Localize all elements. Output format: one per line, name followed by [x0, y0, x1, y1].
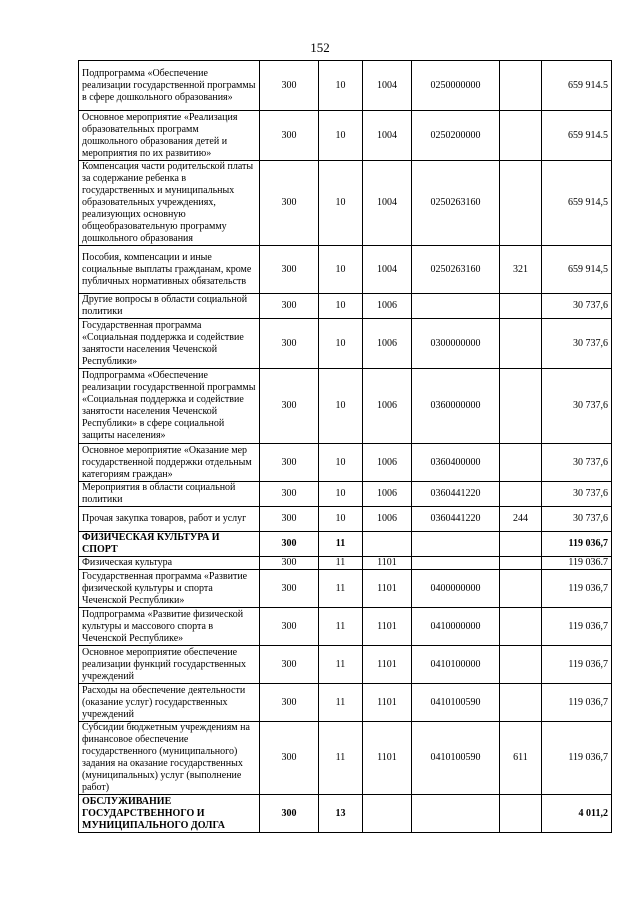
row-amount-cell: 4 011,2: [542, 795, 612, 833]
row-expense-type-cell: [500, 444, 542, 482]
row-target-item-cell: 0360000000: [412, 369, 500, 444]
row-ved-cell: 300: [260, 319, 319, 369]
row-subsection-cell: [363, 795, 412, 833]
row-subsection-cell: 1006: [363, 482, 412, 507]
row-expense-type-cell: [500, 111, 542, 161]
row-section-cell: 10: [319, 246, 363, 294]
row-section-cell: 11: [319, 570, 363, 608]
row-expense-type-cell: [500, 319, 542, 369]
row-ved-cell: 300: [260, 161, 319, 246]
row-target-item-cell: 0250000000: [412, 61, 500, 111]
row-target-item-cell: 0360441220: [412, 482, 500, 507]
row-amount-cell: 30 737,6: [542, 294, 612, 319]
table-row: [79, 532, 612, 557]
row-subsection-cell: 1006: [363, 507, 412, 532]
row-expense-type-cell: [500, 61, 542, 111]
row-ved-cell: 300: [260, 722, 319, 795]
row-amount-cell: 659 914.5: [542, 111, 612, 161]
row-section-cell: 11: [319, 684, 363, 722]
row-target-item-cell: 0250263160: [412, 161, 500, 246]
row-subsection-cell: 1006: [363, 294, 412, 319]
row-amount-cell: 119 036,7: [542, 570, 612, 608]
table-row: [79, 161, 612, 246]
row-expense-type-cell: [500, 646, 542, 684]
row-subsection-cell: 1006: [363, 319, 412, 369]
row-amount-cell: 30 737,6: [542, 507, 612, 532]
row-ved-cell: 300: [260, 608, 319, 646]
row-subsection-cell: 1101: [363, 570, 412, 608]
row-target-item-cell: [412, 294, 500, 319]
row-amount-cell: 659 914,5: [542, 161, 612, 246]
row-expense-type-cell: [500, 294, 542, 319]
row-section-cell: 10: [319, 161, 363, 246]
table-row: [79, 795, 612, 833]
row-target-item-cell: [412, 795, 500, 833]
row-name-cell: Физическая культура: [79, 557, 260, 570]
row-target-item-cell: 0300000000: [412, 319, 500, 369]
table-row: [79, 61, 612, 111]
row-target-item-cell: 0360400000: [412, 444, 500, 482]
row-section-cell: 10: [319, 444, 363, 482]
row-name-cell: Основное мероприятие обеспечение реализации функций государственных учреждений: [79, 646, 260, 684]
row-ved-cell: 300: [260, 795, 319, 833]
row-subsection-cell: 1006: [363, 369, 412, 444]
row-ved-cell: 300: [260, 570, 319, 608]
row-section-cell: 10: [319, 482, 363, 507]
row-name-cell: Государственная программа «Социальная поддержка и содействие занятости населения Чеченской Республики»: [79, 319, 260, 369]
row-amount-cell: 30 737,6: [542, 444, 612, 482]
row-expense-type-cell: [500, 684, 542, 722]
row-target-item-cell: 0410000000: [412, 608, 500, 646]
row-name-cell: Мероприятия в области социальной политики: [79, 482, 260, 507]
table-row: [79, 319, 612, 369]
row-section-cell: 10: [319, 507, 363, 532]
row-amount-cell: 119 036,7: [542, 608, 612, 646]
row-target-item-cell: [412, 557, 500, 570]
row-ved-cell: 300: [260, 507, 319, 532]
table-row: [79, 684, 612, 722]
table-row: [79, 444, 612, 482]
row-amount-cell: 659 914.5: [542, 61, 612, 111]
row-ved-cell: 300: [260, 111, 319, 161]
row-section-cell: 13: [319, 795, 363, 833]
row-subsection-cell: 1004: [363, 246, 412, 294]
row-amount-cell: 119 036.7: [542, 557, 612, 570]
row-expense-type-cell: 321: [500, 246, 542, 294]
table-row: [79, 294, 612, 319]
row-ved-cell: 300: [260, 369, 319, 444]
row-expense-type-cell: [500, 795, 542, 833]
row-amount-cell: 30 737,6: [542, 369, 612, 444]
row-expense-type-cell: 611: [500, 722, 542, 795]
row-name-cell: Подпрограмма «Обеспечение реализации государственной программы «Социальная поддержка и содействие занятости населения Чеченской Республики» в сфере социальной защиты населения»: [79, 369, 260, 444]
row-section-cell: 11: [319, 532, 363, 557]
row-subsection-cell: 1004: [363, 161, 412, 246]
row-subsection-cell: 1004: [363, 61, 412, 111]
row-name-cell: Субсидии бюджетным учреждениям на финансовое обеспечение государственного (муниципального) задания на оказание государственных (муниципальных) услуг (выполнение работ): [79, 722, 260, 795]
row-expense-type-cell: [500, 608, 542, 646]
row-section-cell: 10: [319, 319, 363, 369]
row-section-cell: 11: [319, 608, 363, 646]
row-expense-type-cell: [500, 482, 542, 507]
row-target-item-cell: 0400000000: [412, 570, 500, 608]
row-section-cell: 10: [319, 61, 363, 111]
row-amount-cell: 30 737,6: [542, 319, 612, 369]
row-target-item-cell: 0250263160: [412, 246, 500, 294]
row-expense-type-cell: 244: [500, 507, 542, 532]
row-name-cell: Расходы на обеспечение деятельности (оказание услуг) государственных учреждений: [79, 684, 260, 722]
row-ved-cell: 300: [260, 482, 319, 507]
row-subsection-cell: 1101: [363, 722, 412, 795]
row-name-cell: Подпрограмма «Развитие физической культуры и массового спорта в Чеченской Республике»: [79, 608, 260, 646]
row-amount-cell: 119 036,7: [542, 646, 612, 684]
table-row: [79, 722, 612, 795]
row-name-cell: Пособия, компенсации и иные социальные выплаты гражданам, кроме публичных нормативных обязательств: [79, 246, 260, 294]
table-row: [79, 246, 612, 294]
row-subsection-cell: 1101: [363, 608, 412, 646]
row-amount-cell: 659 914,5: [542, 246, 612, 294]
page-number: 152: [310, 40, 330, 55]
row-name-cell: ФИЗИЧЕСКАЯ КУЛЬТУРА И СПОРТ: [79, 532, 260, 557]
row-subsection-cell: 1101: [363, 646, 412, 684]
row-target-item-cell: 0410100000: [412, 646, 500, 684]
budget-table-body: [79, 61, 612, 833]
row-section-cell: 11: [319, 722, 363, 795]
table-row: [79, 507, 612, 532]
row-name-cell: Прочая закупка товаров, работ и услуг: [79, 507, 260, 532]
row-name-cell: Подпрограмма «Обеспечение реализации государственной программы в сфере дошкольного образования»: [79, 61, 260, 111]
row-subsection-cell: 1101: [363, 557, 412, 570]
row-ved-cell: 300: [260, 294, 319, 319]
row-target-item-cell: 0360441220: [412, 507, 500, 532]
row-name-cell: Компенсация части родительской платы за содержание ребенка в государственных и муниципальных образовательных учреждениях, реализующих основную общеобразовательную программу дошкольного образования: [79, 161, 260, 246]
row-section-cell: 10: [319, 294, 363, 319]
row-expense-type-cell: [500, 570, 542, 608]
row-name-cell: ОБСЛУЖИВАНИЕ ГОСУДАРСТВЕННОГО И МУНИЦИПАЛЬНОГО ДОЛГА: [79, 795, 260, 833]
table-row: [79, 608, 612, 646]
row-amount-cell: 119 036,7: [542, 684, 612, 722]
row-subsection-cell: 1101: [363, 684, 412, 722]
row-amount-cell: 119 036,7: [542, 722, 612, 795]
row-subsection-cell: 1004: [363, 111, 412, 161]
table-row: [79, 570, 612, 608]
row-target-item-cell: 0250200000: [412, 111, 500, 161]
row-expense-type-cell: [500, 532, 542, 557]
row-ved-cell: 300: [260, 246, 319, 294]
row-name-cell: Основное мероприятие «Оказание мер государственной поддержки отдельным категориям граждан»: [79, 444, 260, 482]
row-expense-type-cell: [500, 369, 542, 444]
row-section-cell: 11: [319, 557, 363, 570]
row-ved-cell: 300: [260, 557, 319, 570]
row-ved-cell: 300: [260, 444, 319, 482]
row-ved-cell: 300: [260, 61, 319, 111]
table-row: [79, 369, 612, 444]
row-subsection-cell: 1006: [363, 444, 412, 482]
row-ved-cell: 300: [260, 646, 319, 684]
row-section-cell: 11: [319, 646, 363, 684]
row-expense-type-cell: [500, 557, 542, 570]
row-target-item-cell: 0410100590: [412, 684, 500, 722]
table-row: [79, 557, 612, 570]
row-expense-type-cell: [500, 161, 542, 246]
row-ved-cell: 300: [260, 532, 319, 557]
row-amount-cell: 119 036,7: [542, 532, 612, 557]
row-section-cell: 10: [319, 111, 363, 161]
row-target-item-cell: 0410100590: [412, 722, 500, 795]
row-amount-cell: 30 737,6: [542, 482, 612, 507]
table-row: [79, 482, 612, 507]
table-row: [79, 111, 612, 161]
row-subsection-cell: [363, 532, 412, 557]
table-row: [79, 646, 612, 684]
row-name-cell: Государственная программа «Развитие физической культуры и спорта Чеченской Республики»: [79, 570, 260, 608]
row-name-cell: Другие вопросы в области социальной политики: [79, 294, 260, 319]
row-ved-cell: 300: [260, 684, 319, 722]
row-section-cell: 10: [319, 369, 363, 444]
row-name-cell: Основное мероприятие «Реализация образовательных программ дошкольного образования детей и мероприятия по их развитию»: [79, 111, 260, 161]
row-target-item-cell: [412, 532, 500, 557]
budget-table: [78, 60, 612, 833]
